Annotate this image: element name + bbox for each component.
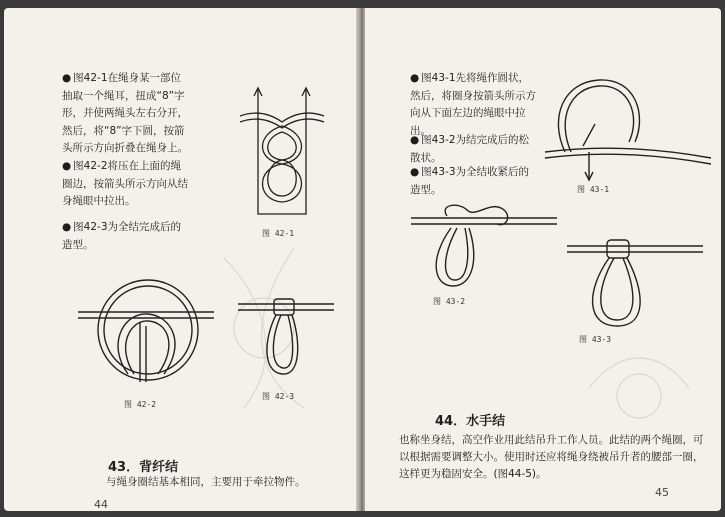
figure-43-2-caption: 图 43-2 (433, 297, 466, 306)
page-number-right: 45 (655, 486, 669, 499)
bullet-icon: ● (62, 72, 72, 84)
paragraph-42-3 (62, 219, 190, 254)
paragraph-42-1 (62, 70, 190, 158)
page-number-left: 44 (94, 498, 108, 511)
bullet-icon: ● (410, 166, 420, 178)
section-44-body: 也称坐身结，高空作业用此结吊升工作人员。此结的两个绳圈，可以根据需要调整大小。使用时还应将绳身绕被吊升者的腰部一圈，这样更为稳固安全。(图44-5)。 (399, 434, 704, 480)
bullet-icon: ● (62, 160, 72, 172)
paragraph-43-1-text: 图43-1先将绳作圆状，然后，将圈身按箭头所示方向从下面左边的绳眼中拉出。 (410, 72, 536, 137)
figure-43-1-illustration (543, 68, 713, 188)
paragraph-42-2-text: 图42-2将压在上面的绳圈边，按箭头所示方向从结身绳眼中拉出。 (62, 160, 188, 207)
bleed-through-illustration (579, 348, 699, 428)
bullet-icon: ● (410, 134, 420, 146)
bullet-icon: ● (410, 72, 420, 84)
figure-43-1-caption: 图 43-1 (577, 185, 610, 194)
figure-42-2-caption: 图 42-2 (124, 400, 157, 409)
paragraph-43-2-text: 图43-2为结完成后的松散状。 (410, 134, 530, 164)
paragraph-42-1-text: 图42-1在绳身某一部位抽取一个绳耳，扭成“8”字形，并使两绳头左右分开，然后，将“8”字下圆，按箭头所示方向折叠在绳身上。 (62, 72, 188, 154)
paragraph-42-2 (62, 158, 190, 211)
bullet-icon: ● (62, 221, 72, 233)
figure-42-3-caption: 图 42-3 (262, 392, 295, 401)
right-page (365, 8, 721, 511)
paragraph-43-1 (410, 70, 538, 140)
figure-42-2-illustration (76, 274, 216, 394)
section-43-title: 43．背纤结 (108, 460, 179, 475)
paragraph-43-3-text: 图43-3为全结收紧后的造型。 (410, 166, 530, 196)
paragraph-43-3 (410, 164, 538, 199)
section-44-title: 44．水手结 (435, 414, 506, 429)
figure-43-2-illustration (409, 202, 559, 292)
figure-42-1-illustration (232, 82, 332, 222)
figure-43-3-illustration (565, 232, 705, 332)
paragraph-42-3-text: 图42-3为全结完成后的造型。 (62, 221, 182, 251)
left-page (4, 8, 359, 511)
section-43-body: 与绳身圈结基本相同，主要用于牵拉物件。 (106, 476, 306, 488)
figure-42-1-caption: 图 42-1 (262, 229, 295, 238)
figure-43-3-caption: 图 43-3 (579, 335, 612, 344)
bleed-through-illustration (204, 238, 324, 418)
paragraph-43-2 (410, 132, 538, 167)
